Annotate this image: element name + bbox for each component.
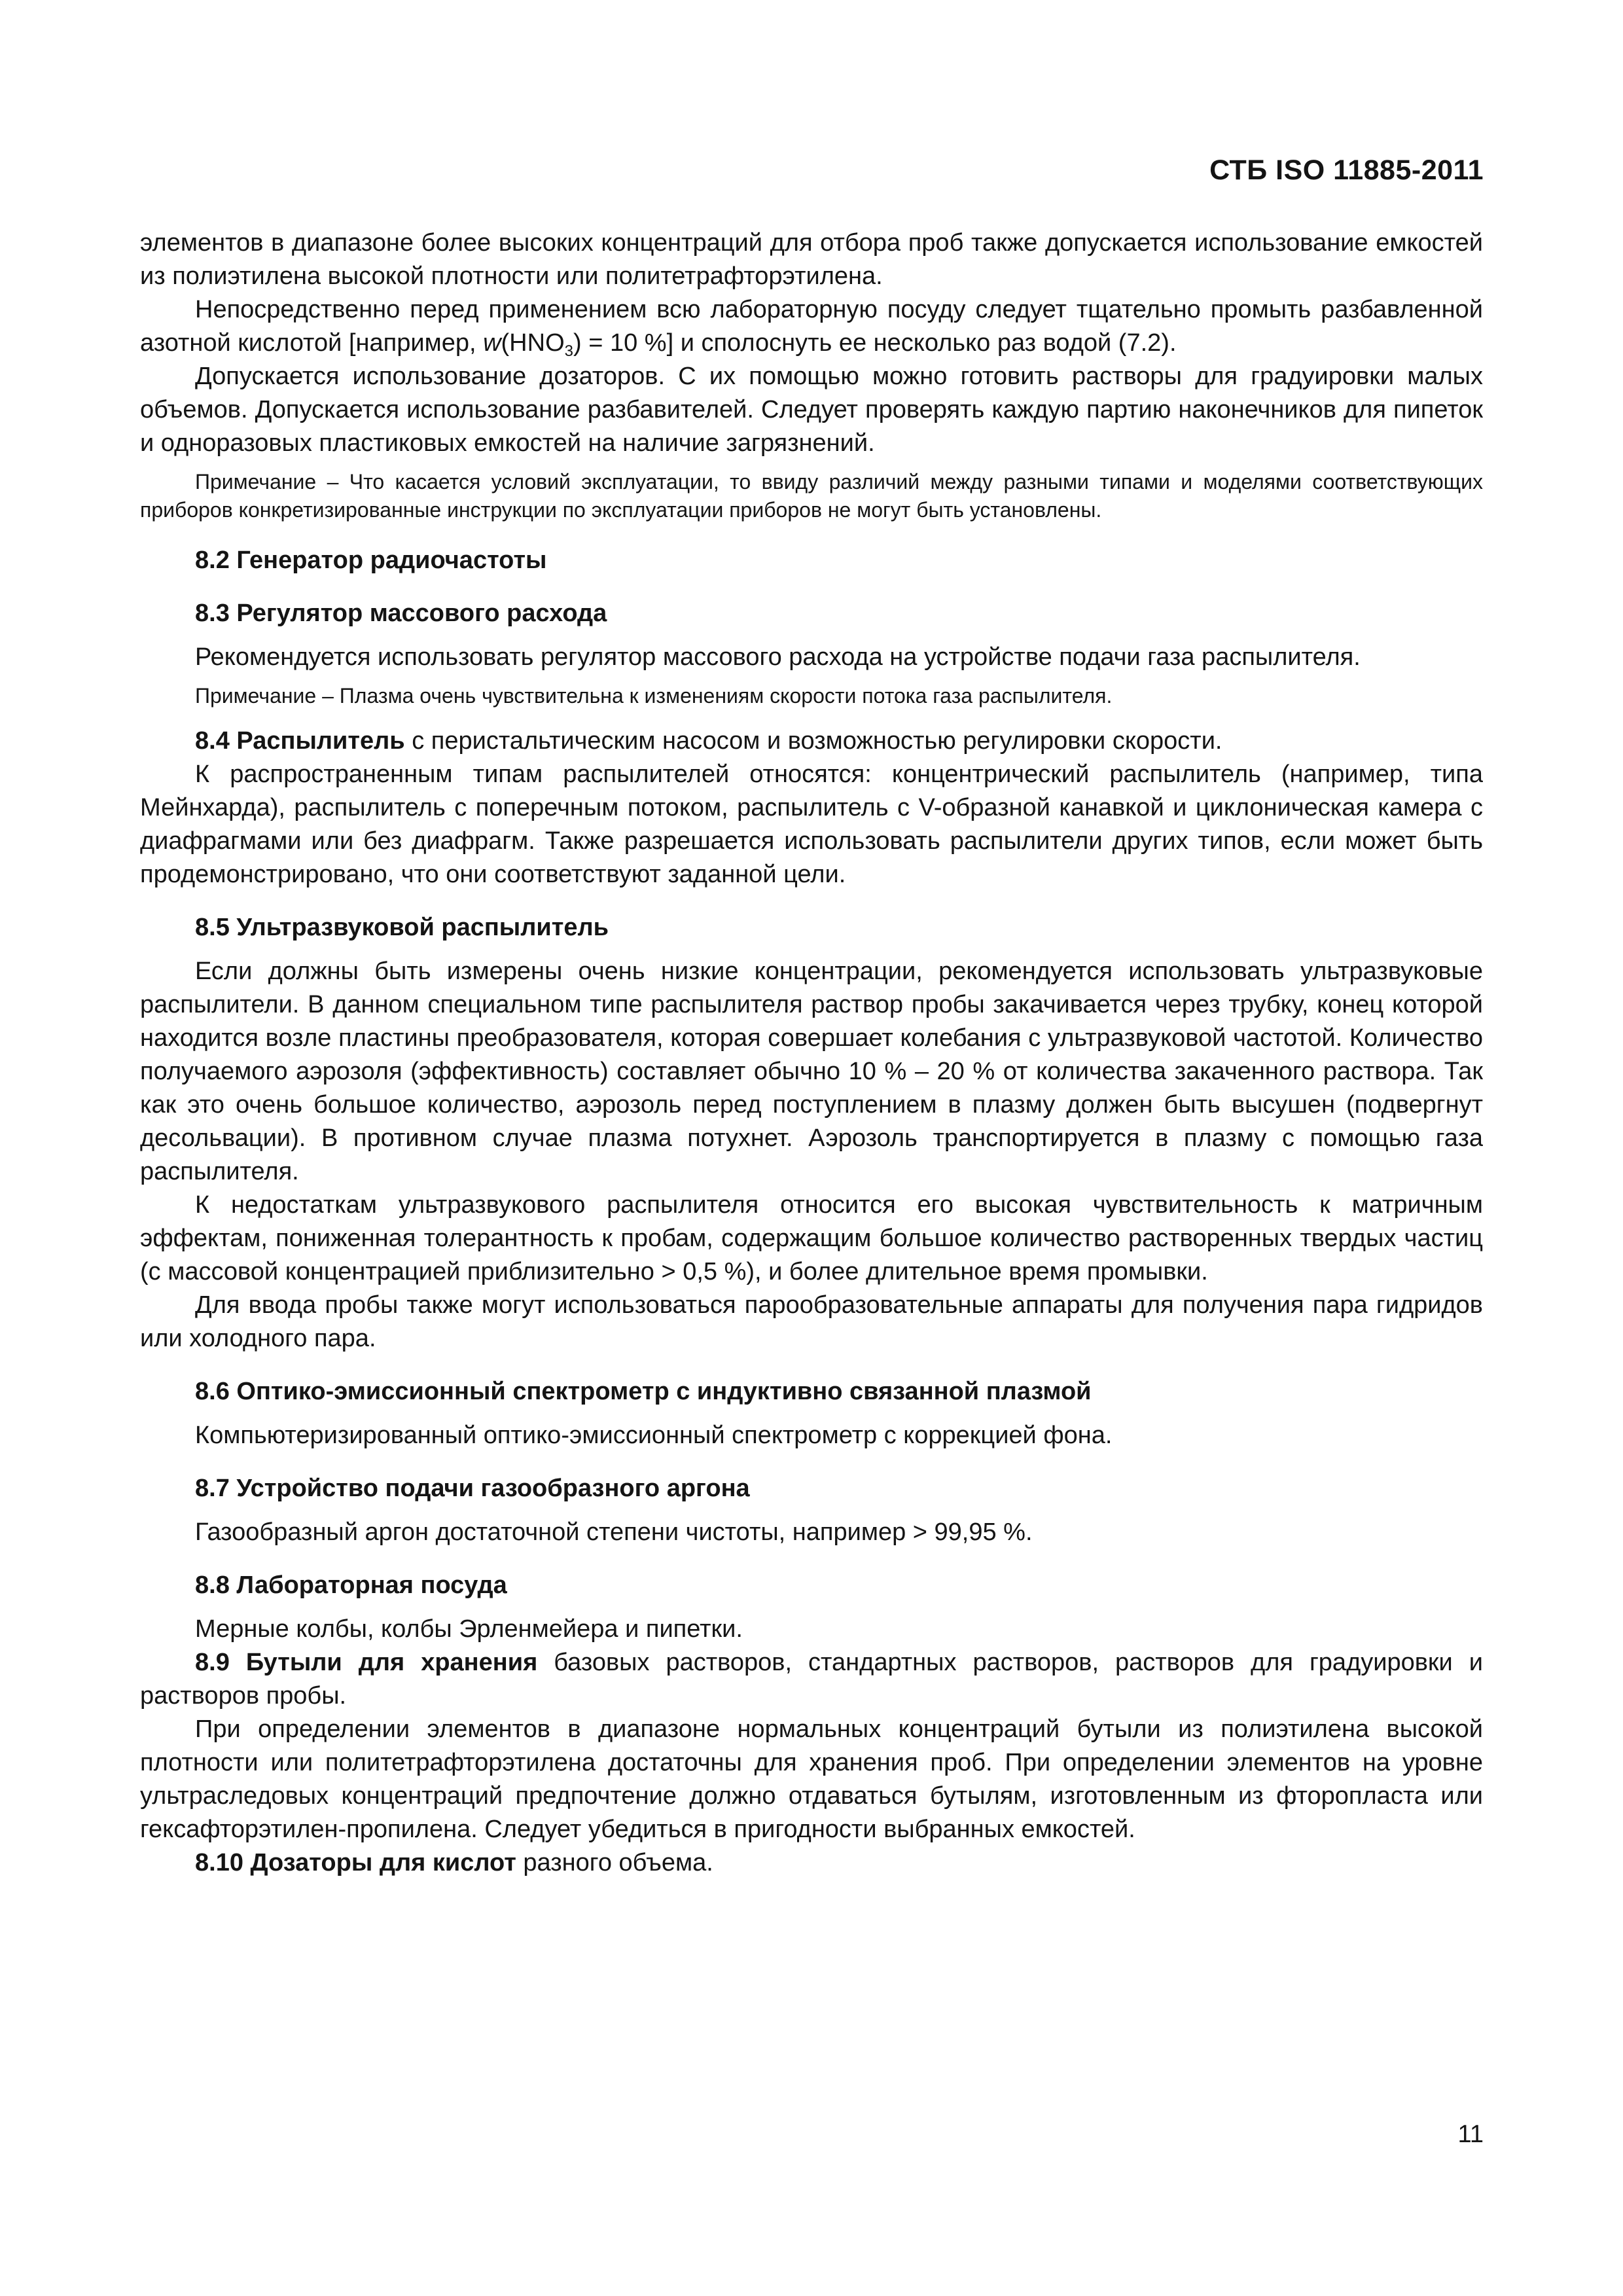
paragraph-8-5-1: Если должны быть измерены очень низкие концентрации, рекомендуется использовать ультразвуковые распылители. В данном специальном типе распылителя раствор пробы закачивается через трубку, конец которой находится возле пластины преобразователя, которая совершает колебания с ультразвуковой частотой. Количество получаемого аэрозоля (эффективность) составляет обычно 10 % – 20 % от количества закаченного раствора. Так как это очень большое количество, аэрозоль перед поступлением в плазму должен быть высушен (подвергнут десольвации). В противном случае плазма потухнет. Аэрозоль транспортируется в плазму с помощью газа распылителя. bbox=[140, 958, 1483, 1185]
formula-open: (HNO bbox=[501, 329, 565, 357]
paragraph-8-4: К распространенным типам распылителей относятся: концентрический распылитель (например, типа Мейнхарда), распылитель с поперечным потоком, распылитель с V-образной канавкой и циклоническая камера с диафрагмами или без диафрагм. Также разрешается использовать распылители других типов, если может быть продемонстрировано, что они соответствуют заданной цели. bbox=[140, 761, 1483, 888]
heading-8-9-rest: базовых растворов, стандартных растворов, растворов для градуировки и растворов пробы. bbox=[140, 1649, 1483, 1710]
paragraph-dispensers: Допускается использование дозаторов. С их помощью можно готовить растворы для градуировки малых объемов. Допускается использование разбавителей. Следует проверять каждую партию наконечников для пипеток и одноразовых пластиковых емкостей на наличие загрязнений. bbox=[140, 363, 1483, 457]
paragraph-8-9-lead bbox=[140, 1646, 1483, 1713]
note-8-3: Примечание – Плазма очень чувствительна к изменениям скорости потока газа распылителя. bbox=[195, 684, 1113, 708]
heading-8-10-rest: разного объема. bbox=[516, 1849, 713, 1876]
heading-8-5: 8.5 Ультразвуковой распылитель bbox=[195, 914, 609, 941]
paragraph-8-10-lead bbox=[140, 1846, 1483, 1880]
paragraph-continued: элементов в диапазоне более высоких концентраций для отбора проб также допускается использование емкостей из полиэтилена высокой плотности или политетрафторэтилена. bbox=[140, 229, 1483, 290]
heading-8-6: 8.6 Оптико-эмиссионный спектрометр с индуктивно связанной плазмой bbox=[195, 1378, 1092, 1405]
mass-fraction-symbol: w bbox=[483, 329, 501, 357]
heading-8-7: 8.7 Устройство подачи газообразного аргона bbox=[195, 1475, 750, 1502]
heading-8-4: 8.4 Распылитель bbox=[195, 727, 405, 755]
paragraph-8-5-3: Для ввода пробы также могут использоваться парообразовательные аппараты для получения пара гидридов или холодного пара. bbox=[140, 1291, 1483, 1352]
paragraph-8-3: Рекомендуется использовать регулятор массового расхода на устройстве подачи газа распылителя. bbox=[195, 643, 1361, 671]
paragraph-8-7: Газообразный аргон достаточной степени чистоты, например > 99,95 %. bbox=[195, 1518, 1033, 1546]
paragraph-8-6: Компьютеризированный оптико-эмиссионный спектрометр с коррекцией фона. bbox=[195, 1422, 1113, 1449]
page-body bbox=[140, 226, 1483, 1880]
formula-subscript: 3 bbox=[564, 342, 573, 360]
heading-8-8: 8.8 Лабораторная посуда bbox=[195, 1571, 507, 1599]
paragraph-washing-text-end: ) = 10 %] и сполоснуть ее несколько раз водой (7.2). bbox=[573, 329, 1177, 357]
paragraph-8-9: При определении элементов в диапазоне нормальных концентраций бутыли из полиэтилена высокой плотности или политетрафторэтилена достаточны для хранения проб. При определении элементов на уровне ультраследовых концентраций предпочтение должно отдаваться бутылям, изготовленным из фторопласта или гексафторэтилен-пропилена. Следует убедиться в пригодности выбранных емкостей. bbox=[140, 1715, 1483, 1843]
page-number: 11 bbox=[1457, 2121, 1484, 2148]
paragraph-washing-text: Непосредственно перед применением всю лабораторную посуду следует тщательно промыть разбавленной азотной кислотой [например, bbox=[140, 296, 1483, 357]
heading-8-4-rest: с перистальтическим насосом и возможностью регулировки скорости. bbox=[404, 727, 1222, 755]
document-code: СТБ ISO 11885-2011 bbox=[1209, 154, 1484, 186]
note-operating-conditions: Примечание – Что касается условий эксплуатации, то ввиду различий между разными типами и моделями соответствующих приборов конкретизированные инструкции по эксплуатации приборов не могут быть установлены. bbox=[140, 470, 1483, 522]
paragraph-8-8: Мерные колбы, колбы Эрленмейера и пипетки. bbox=[195, 1615, 743, 1643]
heading-8-2: 8.2 Генератор радиочастоты bbox=[195, 547, 547, 574]
paragraph-washing bbox=[140, 293, 1483, 360]
paragraph-8-5-2: К недостаткам ультразвукового распылителя относится его высокая чувствительность к матричным эффектам, пониженная толерантность к пробам, содержащим большое количество растворенных твердых частиц (с массовой концентрацией приблизительно > 0,5 %), и более длительное время промывки. bbox=[140, 1191, 1483, 1285]
heading-8-10: 8.10 Дозаторы для кислот bbox=[195, 1849, 516, 1876]
heading-8-3: 8.3 Регулятор массового расхода bbox=[195, 600, 607, 627]
paragraph-8-4-lead bbox=[140, 725, 1483, 758]
heading-8-9: 8.9 Бутыли для хранения bbox=[195, 1649, 538, 1676]
